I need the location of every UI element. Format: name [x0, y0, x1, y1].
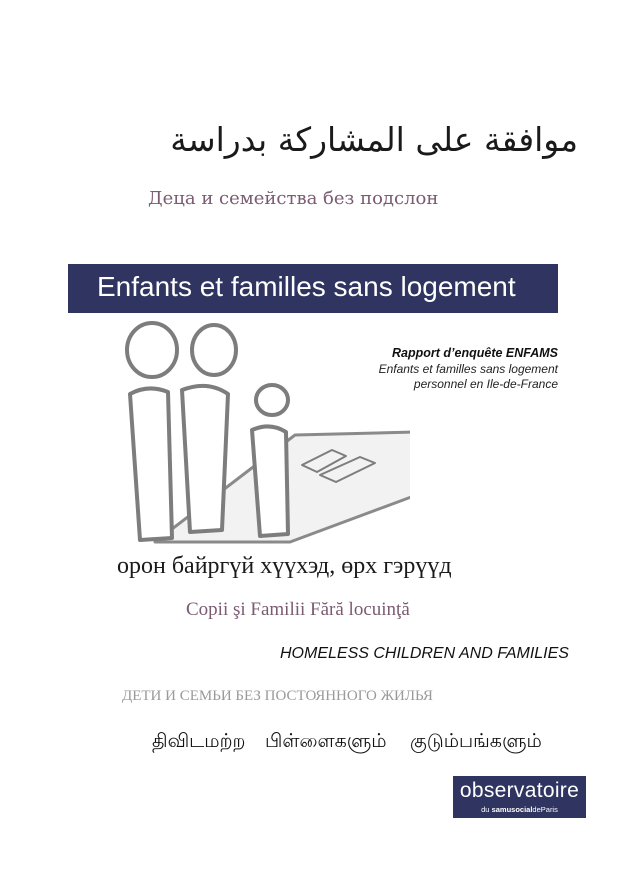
family-figures-icon	[110, 320, 410, 550]
title-english: HOMELESS CHILDREN AND FAMILIES	[280, 645, 569, 662]
title-tamil-word: குடும்பங்களும்	[410, 730, 542, 752]
title-mongolian: орон байргүй хүүхэд, өрх гэрүүд	[117, 553, 452, 579]
report-title: Rapport d’enquête ENFAMS	[392, 346, 558, 360]
title-french: Enfants et familles sans logement	[97, 271, 516, 302]
logo-sub-suffix: deParis	[532, 805, 558, 814]
logo-sub-text	[453, 805, 586, 814]
report-subtitle-line: personnel en Ile-de-France	[413, 377, 558, 391]
title-tamil-word: திவிடமற்ற	[152, 730, 246, 752]
report-subtitle-line: Enfants et familles sans logement	[378, 362, 558, 376]
logo-sub-prefix: du	[481, 805, 492, 814]
observatoire-logo	[453, 776, 586, 818]
logo-sub-bold: samusocial	[491, 805, 533, 814]
title-banner	[68, 264, 558, 313]
title-romanian: Copii şi Familii Fără locuinţă	[186, 599, 410, 620]
logo-main-text: observatoire	[459, 779, 580, 802]
title-tamil-word: பிள்ளைகளும்	[265, 730, 387, 752]
title-bulgarian: Деца и семейства без подслон	[148, 188, 439, 209]
title-russian: ДЕТИ И СЕМЬИ БЕЗ ПОСТОЯННОГО ЖИЛЬЯ	[122, 688, 433, 704]
title-arabic: موافقة على المشاركة بدراسة	[170, 120, 578, 159]
